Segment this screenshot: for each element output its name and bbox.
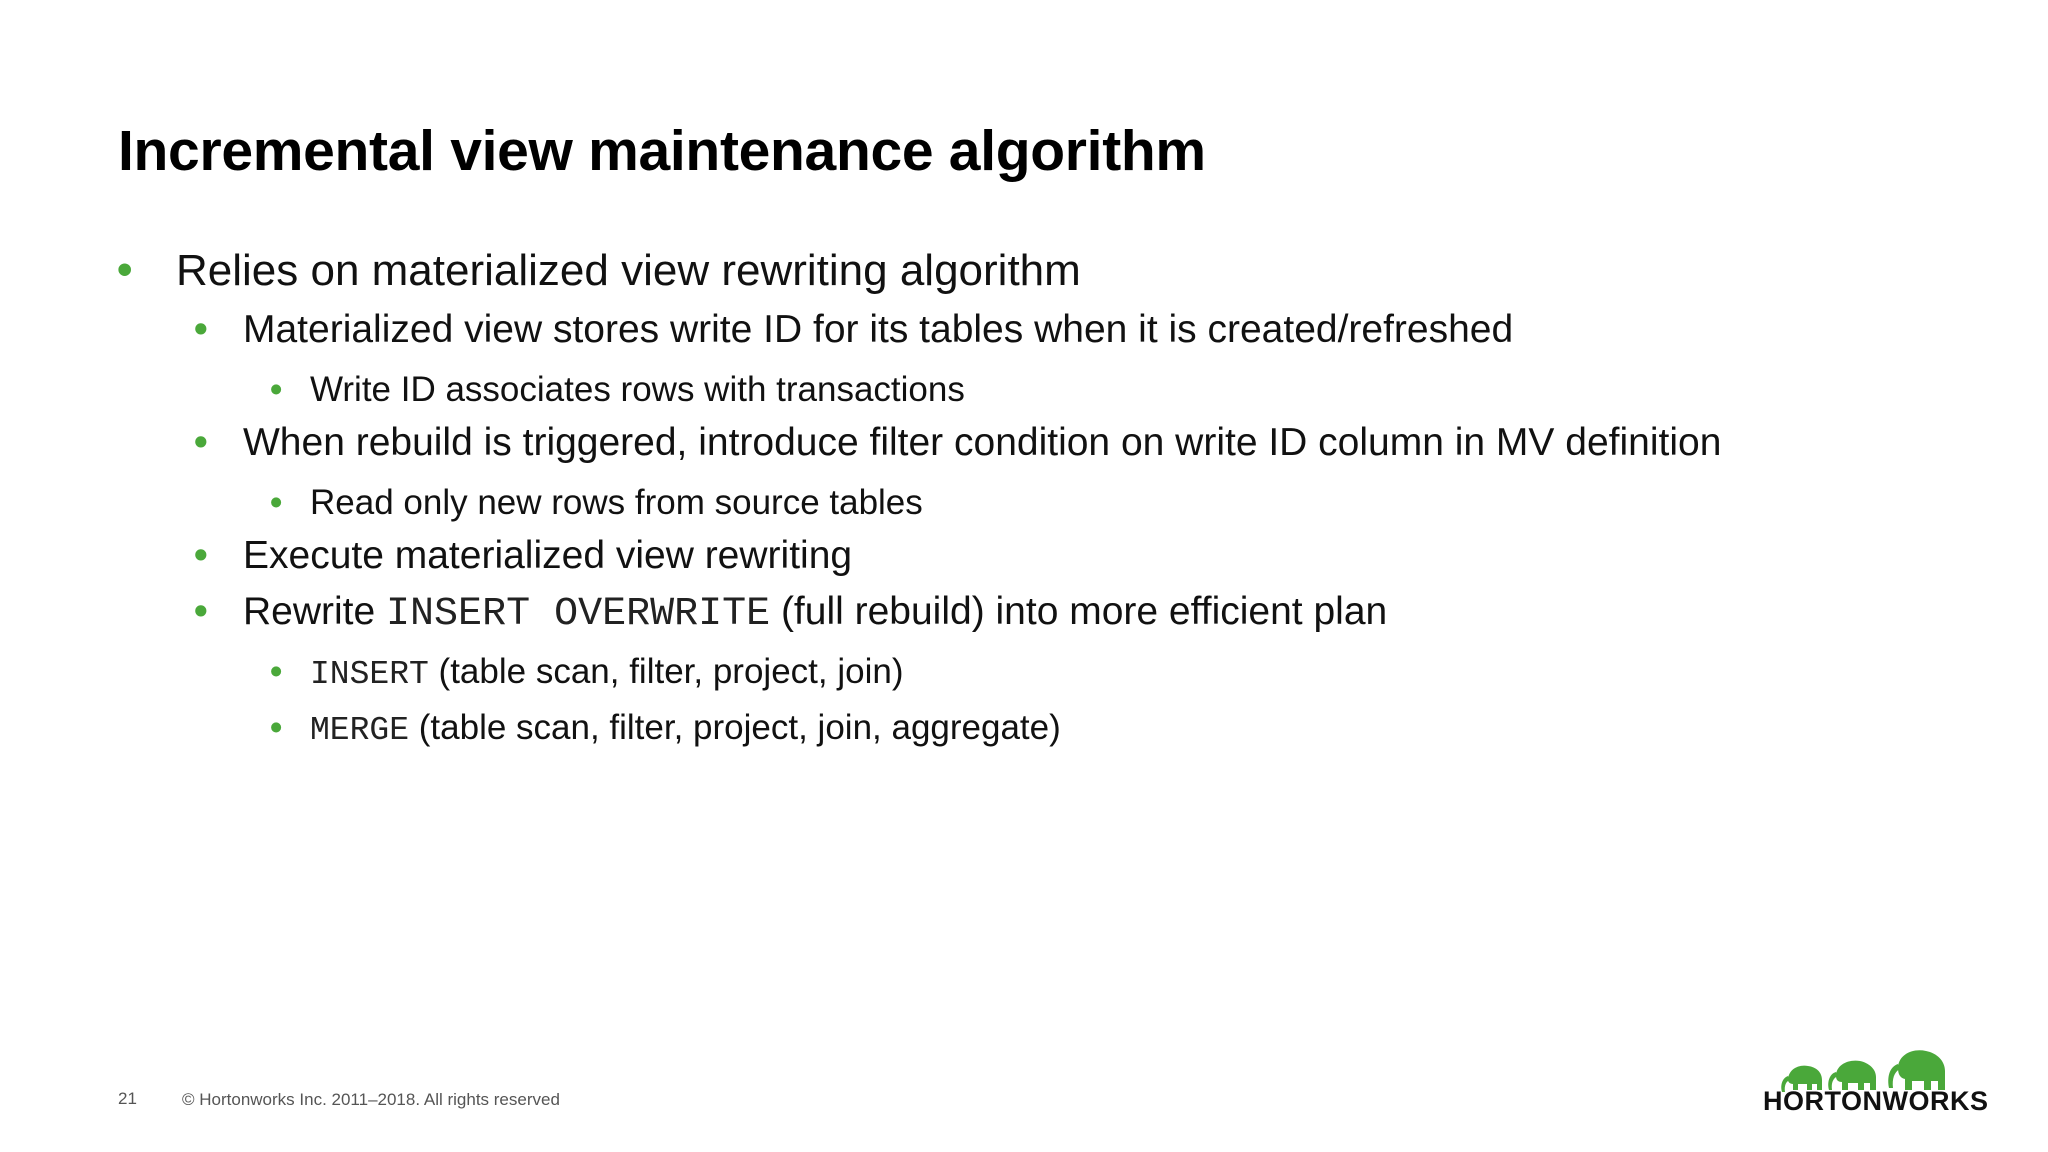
bullet-item <box>310 652 903 693</box>
page-number: 21 <box>118 1089 137 1108</box>
bullet-text: When rebuild is triggered, introduce filter condition on write ID column in MV definition <box>243 421 1722 464</box>
bullet-item <box>310 370 965 410</box>
bullet-dot: • <box>270 652 283 691</box>
bullet-text: Write ID associates rows with transactions <box>310 370 965 409</box>
logo-text: HORTONWORKS <box>1763 1086 1989 1116</box>
bullet-dot: • <box>270 370 283 409</box>
bullet-item <box>310 708 1061 749</box>
bullet-text: (table scan, filter, project, join, aggregate) <box>409 708 1061 747</box>
bullet-dot: • <box>270 483 283 522</box>
bullet-text: Execute materialized view rewriting <box>243 534 853 577</box>
bullet-item <box>243 590 1387 637</box>
bullet-dot: • <box>117 245 133 294</box>
bullet-item <box>243 534 852 578</box>
bullet-dot: • <box>194 421 208 464</box>
code-merge: MERGE <box>310 712 410 749</box>
bullet-text: Relies on materialized view rewriting algorithm <box>176 246 1081 295</box>
bullet-item <box>243 308 1513 352</box>
bullet-dot: • <box>194 534 208 577</box>
bullet-item <box>176 246 1081 296</box>
bullet-text: Rewrite <box>243 590 387 633</box>
code-insert: INSERT <box>310 656 429 693</box>
bullet-text: Materialized view stores write ID for its tables when it is created/refreshed <box>243 308 1514 351</box>
copyright-text: © Hortonworks Inc. 2011–2018. All rights reserved <box>182 1090 560 1109</box>
slide-title: Incremental view maintenance algorithm <box>118 119 1206 183</box>
bullet-dot: • <box>270 708 283 747</box>
bullet-text: (full rebuild) into more efficient plan <box>770 590 1388 633</box>
bullet-dot: • <box>194 590 208 633</box>
code-insert-overwrite: INSERT OVERWRITE <box>386 592 771 637</box>
bullet-item <box>310 483 923 523</box>
bullet-dot: • <box>194 308 208 351</box>
bullet-text: Read only new rows from source tables <box>310 483 923 522</box>
bullet-text: (table scan, filter, project, join) <box>428 652 904 691</box>
bullet-item <box>243 421 1721 465</box>
